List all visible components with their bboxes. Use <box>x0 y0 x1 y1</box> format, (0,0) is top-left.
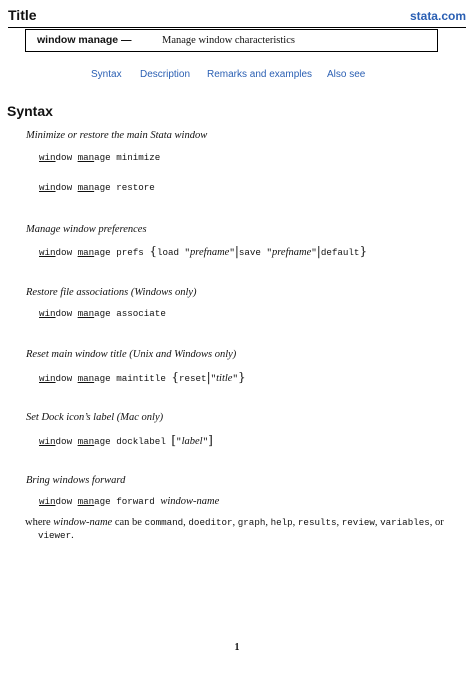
page-header <box>8 7 466 28</box>
syntax-line: window manage minimize <box>39 152 161 163</box>
syntax-line: window manage maintitle {reset|"title"} <box>39 370 246 384</box>
where-clause: where window-name can be command, doeditor, graph, help, results, review, variables, or viewer. <box>25 517 444 541</box>
header-title: Title <box>8 7 37 23</box>
nav-link-also-see[interactable]: Also see <box>327 69 366 80</box>
syntax-heading: Bring windows forward <box>26 475 126 486</box>
section-title: Syntax <box>7 103 53 119</box>
syntax-line: window manage forward window-name <box>39 496 220 507</box>
syntax-heading: Reset main window title (Unix and Windows only) <box>26 349 237 360</box>
syntax-line: window manage docklabel ["label"] <box>39 433 213 447</box>
page-number: 1 <box>234 642 240 653</box>
title-description: Manage window characteristics <box>162 35 295 46</box>
syntax-line: window manage associate <box>39 308 166 319</box>
title-command: window manage — <box>37 34 132 46</box>
syntax-heading: Manage window preferences <box>26 224 147 235</box>
syntax-heading: Restore file associations (Windows only) <box>26 287 197 298</box>
syntax-heading: Set Dock icon’s label (Mac only) <box>26 412 164 423</box>
stata-link[interactable]: stata.com <box>409 9 466 23</box>
nav-link-syntax[interactable]: Syntax <box>91 69 122 80</box>
nav-link-description[interactable]: Description <box>140 69 191 80</box>
title-box <box>25 29 438 52</box>
syntax-line: window manage prefs {load "prefname"|save "prefname"|default} <box>39 244 368 258</box>
nav-link-remarks[interactable]: Remarks and examples <box>207 69 313 80</box>
syntax-line: window manage restore <box>39 182 155 193</box>
syntax-heading: Minimize or restore the main Stata window <box>26 130 208 141</box>
